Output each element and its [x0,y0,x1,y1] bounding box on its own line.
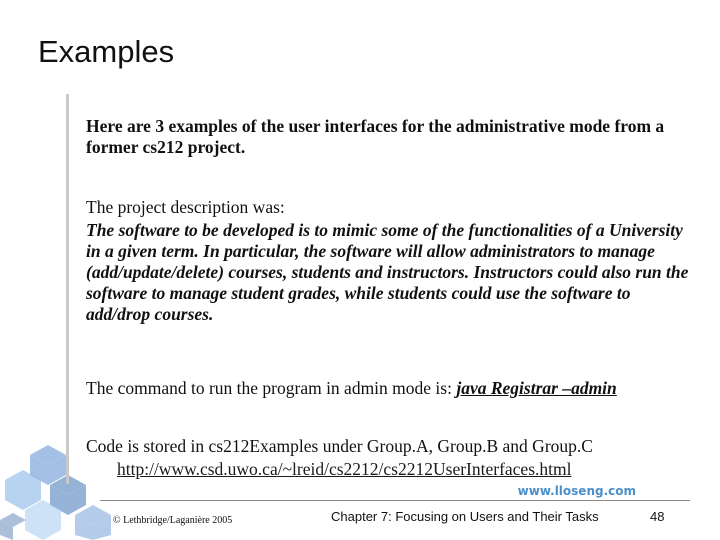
interfaces-link[interactable]: http://www.csd.uwo.ca/~lreid/cs2212/cs2212UserInterfaces.html [117,459,572,479]
page-number: 48 [650,509,665,524]
command-text: java Registrar –admin [456,378,617,398]
vertical-divider [66,94,69,484]
description-label: The project description was: [86,197,285,217]
command-paragraph [86,378,696,399]
intro-paragraph: Here are 3 examples of the user interfaces for the administrative mode from a former cs212 project. [86,116,665,157]
chapter-title: Chapter 7: Focusing on Users and Their Tasks [331,509,599,524]
code-location: Code is stored in cs212Examples under Group.A, Group.B and Group.C [86,436,593,456]
copyright: © Lethbridge/Laganière 2005 [113,515,233,526]
command-label: The command to run the program in admin mode is: [86,378,457,398]
description-block [86,197,696,325]
slide-title: Examples [38,34,175,69]
brand-url: www.lloseng.com [517,484,636,498]
project-description: The software to be developed is to mimic some of the functionalities of a University in a given term. In particular, the software will allow administrators to manage (add/update/delete) courses, students and instructors. Instructors could also run the software to manage student grades, while students could use the software to add/drop courses. [86,220,689,324]
footer-divider [100,500,690,501]
code-paragraph [86,436,696,480]
